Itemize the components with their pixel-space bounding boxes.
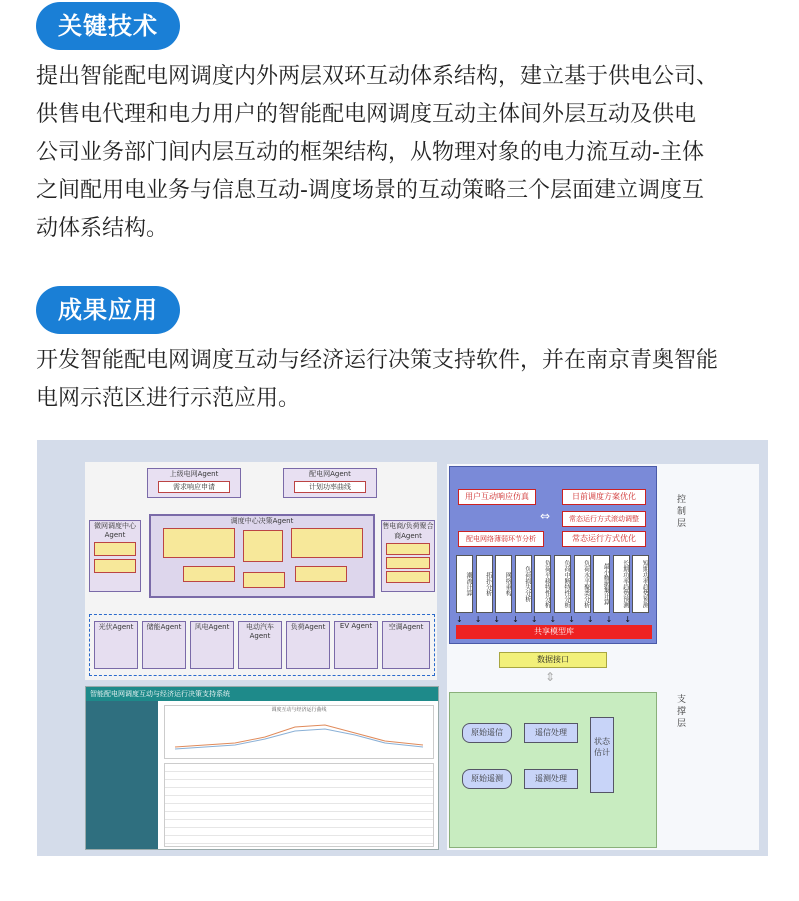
text-line: 电网示范区进行示范应用。	[36, 386, 301, 411]
arrow-icon: ⇕	[545, 670, 556, 684]
architecture-diagram	[447, 464, 759, 850]
distribution-grid-agent	[283, 468, 377, 498]
sub-box	[295, 566, 347, 582]
bottom-agent	[190, 621, 234, 669]
sub-box	[243, 572, 285, 588]
sub-box	[94, 559, 136, 573]
chart-lines	[165, 713, 433, 757]
software-chart	[164, 705, 434, 759]
agent-diagram	[85, 462, 437, 680]
label: 光伏Agent	[98, 623, 134, 631]
layer-label-support: 支撑层	[677, 695, 687, 729]
text-line: 动体系结构。	[36, 216, 169, 241]
label: 上级电网Agent	[169, 470, 219, 478]
text-line: 之间配用电业务与信息互动-调度场景的互动策略三个层面建立调度互	[36, 178, 704, 203]
label: 风电Agent	[194, 623, 230, 631]
bottom-agent	[238, 621, 282, 669]
section-heading-results: 成果应用	[36, 286, 180, 334]
analysis-column: 潮流计算	[456, 555, 473, 613]
analysis-column: 负荷水平聚类分析	[574, 555, 591, 613]
label: 配电网Agent	[309, 470, 351, 478]
paragraph-key-tech	[36, 58, 770, 248]
label: 微网调度中心Agent	[94, 522, 136, 539]
sub-box	[94, 542, 136, 556]
bottom-agent	[94, 621, 138, 669]
arrow-icon: ⇔	[540, 509, 551, 523]
shared-db: 共享模型库	[456, 625, 652, 639]
bottom-agents-frame	[89, 614, 435, 676]
control-item: 常态运行方式滚动调整	[562, 511, 646, 527]
superior-grid-agent	[147, 468, 241, 498]
text-line: 提出智能配电网调度内外两层双环互动体系结构，建立基于供电公司、	[36, 64, 719, 89]
bottom-agent	[142, 621, 186, 669]
label: EV Agent	[339, 622, 373, 630]
down-arrows: ↓↓↓↓↓↓↓↓↓↓	[456, 615, 644, 624]
bottom-agent	[382, 621, 430, 669]
raw-telecom: 原始遥信	[462, 723, 512, 743]
layer-label-control: 控制层	[677, 495, 687, 529]
label: 电动汽车Agent	[246, 623, 274, 640]
data-interface: 数据接口	[499, 652, 607, 668]
telemetry-proc: 遥测处理	[524, 769, 578, 789]
label: 售电商/负荷聚合商Agent	[382, 522, 434, 540]
paragraph-results	[36, 342, 770, 418]
analysis-column: 负荷损失分析	[515, 555, 532, 613]
control-item: 配电网络薄弱环节分析	[458, 531, 544, 547]
analysis-columns	[456, 555, 652, 617]
sub-box	[386, 557, 430, 569]
text-line: 供售电代理和电力用户的智能配电网调度互动主体间外层互动及供电	[36, 102, 697, 127]
analysis-column: 负荷平移特性分析	[534, 555, 551, 613]
window-titlebar: 智能配电网调度互动与经济运行决策支持系统	[86, 687, 438, 701]
support-block	[449, 692, 657, 848]
right-agent	[381, 520, 435, 592]
label: 负荷Agent	[290, 623, 326, 631]
sub-box	[183, 566, 235, 582]
sub-box	[243, 530, 283, 562]
sub-box	[386, 571, 430, 583]
label: 空调Agent	[388, 623, 424, 631]
control-block	[449, 466, 657, 644]
sub-box	[386, 543, 430, 555]
figure-panel	[37, 440, 768, 856]
analysis-column: 负荷中断特性分析	[554, 555, 571, 613]
analysis-column: 拓扑分析	[476, 555, 493, 613]
control-item: 常态运行方式优化	[562, 531, 646, 547]
chart-title: 调度互动与经济运行曲线	[271, 707, 327, 713]
analysis-column: 网络重构	[495, 555, 512, 613]
telecom-proc: 遥信处理	[524, 723, 578, 743]
center-title: 调度中心决策Agent	[230, 517, 294, 525]
decision-agent-frame	[149, 514, 375, 598]
analysis-column: 长期功率趋势预测	[613, 555, 630, 613]
analysis-column: 短期功率趋势预测	[632, 555, 649, 613]
software-table	[164, 763, 434, 847]
bottom-agent	[286, 621, 330, 669]
section-heading-key-tech: 关键技术	[36, 2, 180, 50]
raw-telemetry: 原始遥测	[462, 769, 512, 789]
left-agent	[89, 520, 141, 592]
state-est: 状态估计	[590, 717, 614, 793]
software-sidebar	[86, 701, 158, 849]
text-line: 开发智能配电网调度互动与经济运行决策支持软件，并在南京青奥智能	[36, 348, 719, 373]
analysis-column: 最小数据集计算	[593, 555, 610, 613]
sub-box	[291, 528, 363, 558]
label: 需求响应申请	[158, 481, 230, 493]
control-item: 用户互动响应仿真	[458, 489, 536, 505]
bottom-agent	[334, 621, 378, 669]
text-line: 公司业务部门间内层互动的框架结构，从物理对象的电力流互动-主体	[36, 140, 704, 165]
software-screenshot	[85, 686, 439, 850]
sub-box	[163, 528, 235, 558]
label: 储能Agent	[146, 623, 182, 631]
control-item: 日前调度方案优化	[562, 489, 646, 505]
label: 计划功率曲线	[294, 481, 366, 493]
